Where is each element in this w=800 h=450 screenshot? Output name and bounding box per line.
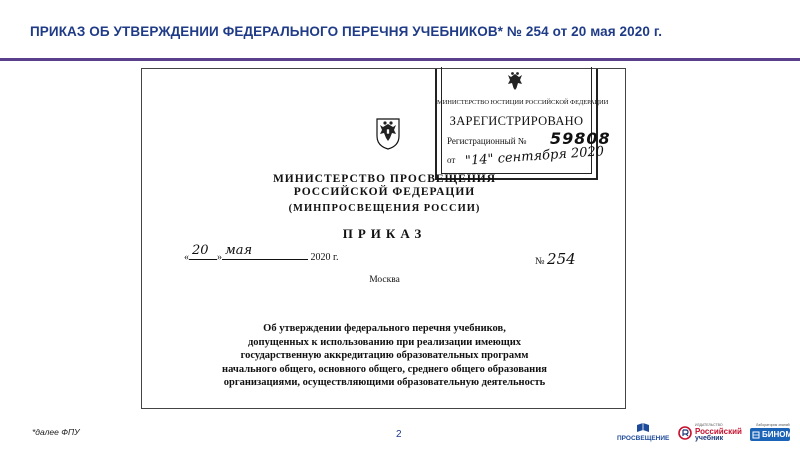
stamp-date-label: от <box>447 155 456 165</box>
city: Москва <box>369 275 400 285</box>
order-month: мая <box>225 243 253 258</box>
subject-line: допущенных к использованию при реализации имеющих <box>247 336 521 348</box>
rossiyskiy-uchebnik-logo <box>678 423 746 443</box>
ru-label-line2: учебник <box>695 435 724 442</box>
stamp-ministry: МИНИСТЕРСТВО ЮСТИЦИИ РОССИЙСКОЙ ФЕДЕРАЦИИ <box>437 99 609 106</box>
prosveshchenie-logo <box>617 423 669 443</box>
binom-label: БИНОМ <box>762 429 793 439</box>
stamp-reg-label: Регистрационный № <box>447 136 527 146</box>
rossiyskiy-uchebnik-icon <box>678 426 692 440</box>
document-scan <box>141 68 626 409</box>
footnote: *далее ФПУ <box>32 427 80 437</box>
page-number: 2 <box>396 429 402 440</box>
subject-line: Об утверждении федерального перечня учебников, <box>263 323 506 334</box>
prosveshchenie-label: ПРОСВЕЩЕНИЕ <box>617 435 670 442</box>
order-number: № 254 <box>535 250 576 268</box>
order-year: 2020 г. <box>310 252 339 263</box>
ministry-short-name: (МИНПРОСВЕЩЕНИЯ РОССИИ) <box>288 203 481 214</box>
order-number-value: 254 <box>547 250 576 268</box>
prosveshchenie-icon <box>636 423 650 433</box>
subject-line: начального общего, основного общего, среднего общего образования <box>222 363 547 375</box>
order-subject <box>202 322 567 390</box>
coat-of-arms-icon <box>505 71 525 93</box>
order-day: 20 <box>192 243 209 258</box>
binom-icon <box>752 431 760 439</box>
binom-small-label: Лаборатория знаний <box>756 423 790 427</box>
subject-line: организациями, осуществляющими образовательную деятельность <box>223 377 546 388</box>
title-divider <box>0 58 800 61</box>
order-heading: ПРИКАЗ <box>342 226 427 241</box>
subject-line: государственную аккредитацию образовательных программ <box>240 350 529 361</box>
ministry-name: МИНИСТЕРСТВО ПРОСВЕЩЕНИЯ <box>272 173 497 185</box>
slide-title: ПРИКАЗ ОБ УТВЕРЖДЕНИИ ФЕДЕРАЛЬНОГО ПЕРЕЧНЯ УЧЕБНИКОВ* № 254 от 20 мая 2020 г. <box>30 24 663 39</box>
ru-label-line1: Российский <box>695 427 742 436</box>
binom-logo <box>750 423 792 443</box>
ministry-name-line2: РОССИЙСКОЙ ФЕДЕРАЦИИ <box>293 186 476 198</box>
binom-badge <box>750 428 793 441</box>
stamp-registered: ЗАРЕГИСТРИРОВАНО <box>449 114 584 128</box>
order-date: « 20 » мая 2020 г. <box>184 243 339 263</box>
stamp-date-value: "14" сентября 2020 <box>464 144 605 169</box>
stamp-reg-number: 59808 <box>550 129 611 148</box>
ru-small-label: ИЗДАТЕЛЬСТВО <box>695 423 723 427</box>
registration-stamp <box>435 69 611 180</box>
coat-of-arms-icon <box>374 116 402 150</box>
